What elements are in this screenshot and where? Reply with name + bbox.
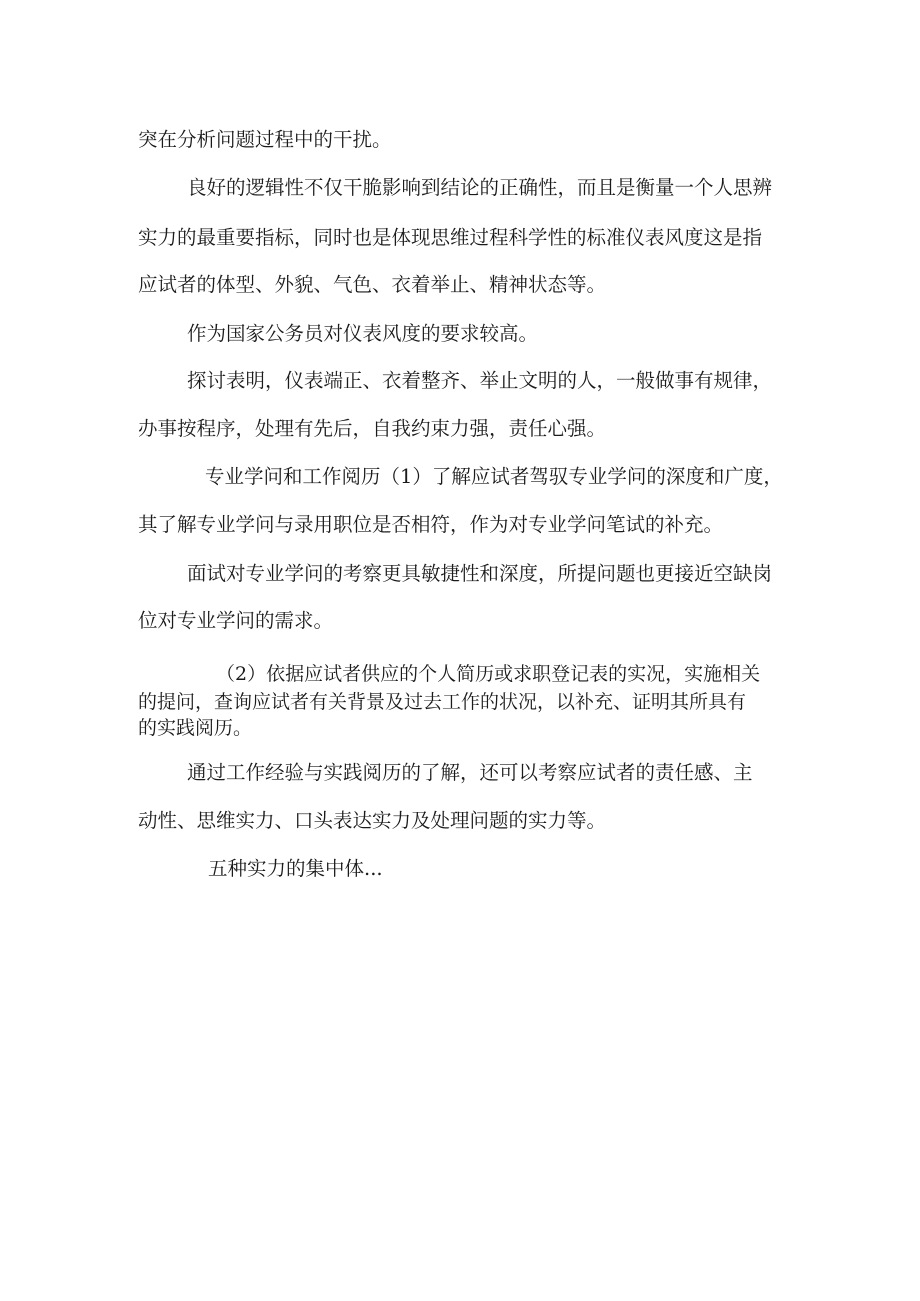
paragraph-line-16: 动性、思维实力、口头表达实力及处理问题的实力等。 [138, 809, 607, 832]
paragraph-line-9: 其了解专业学问与录用职位是否相符，作为对专业学问笔试的补充。 [138, 513, 724, 536]
paragraph-line-7: 办事按程序，处理有先后，自我约束力强，责任心强。 [138, 417, 607, 440]
paragraph-line-14: 的实践阅历。 [138, 717, 253, 739]
paragraph-line-2: 良好的逻辑性不仅干脆影响到结论的正确性，而且是衡量一个人思辨 [187, 176, 773, 199]
paragraph-line-6: 探讨表明，仪表端正、衣着整齐、举止文明的人，一般做事有规律， [187, 369, 773, 392]
paragraph-line-13: 的提问，查询应试者有关背景及过去工作的状况，以补充、证明其所具有 [138, 691, 747, 713]
paragraph-line-11: 位对专业学问的需求。 [138, 609, 334, 632]
paragraph-line-8: 专业学问和工作阅历（1）了解应试者驾驭专业学问的深度和广度， [205, 465, 783, 488]
paragraph-line-17: 五种实力的集中体... [208, 857, 383, 880]
paragraph-line-1: 突在分析问题过程中的干扰。 [138, 128, 392, 151]
paragraph-line-4: 应试者的体型、外貌、气色、衣着举止、精神状态等。 [138, 273, 607, 296]
paragraph-line-12: （2）依据应试者供应的个人简历或求职登记表的实况，实施相关 [216, 663, 761, 685]
paragraph-line-5: 作为国家公务员对仪表风度的要求较高。 [187, 322, 539, 345]
paragraph-line-15: 通过工作经验与实践阅历的了解，还可以考察应试者的责任感、主 [187, 761, 753, 784]
paragraph-line-3: 实力的最重要指标，同时也是体现思维过程科学性的标准仪表风度这是指 [138, 226, 763, 249]
paragraph-line-10: 面试对专业学问的考察更具敏捷性和深度，所提问题也更接近空缺岗 [187, 562, 773, 585]
